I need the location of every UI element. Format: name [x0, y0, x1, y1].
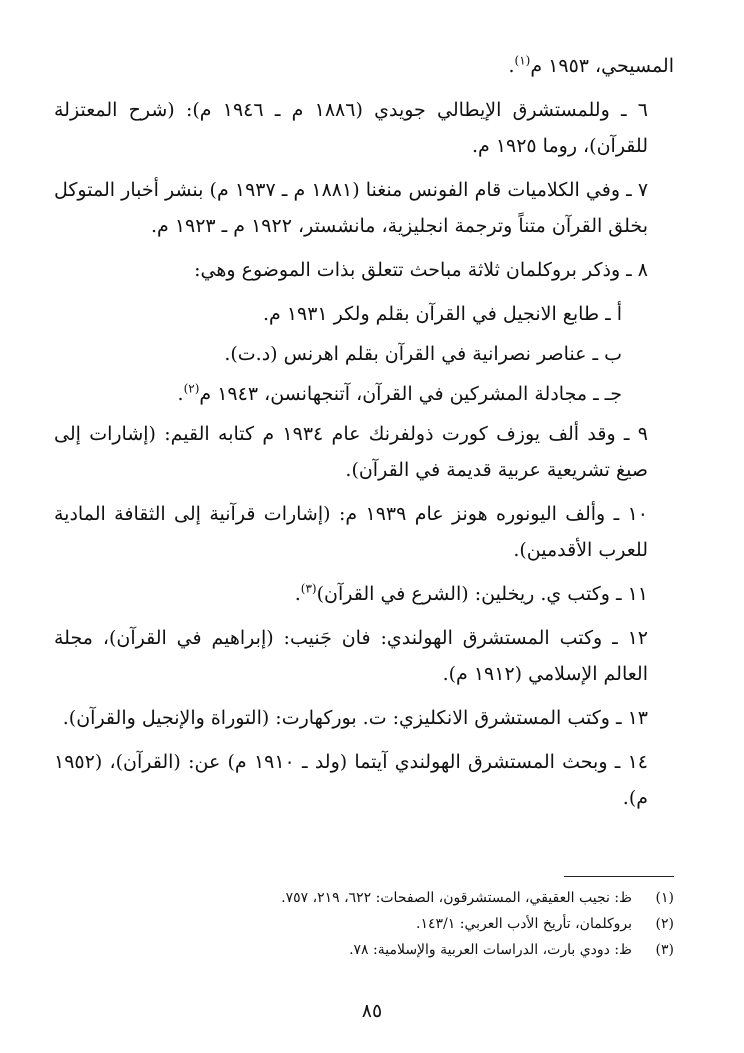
- footnote-text: ظ: دودي بارت، الدراسات العربية والإسلامية: ٧٨.: [349, 942, 632, 958]
- paragraph-item-8: ٨ ـ وذكر بروكلمان ثلاثة مباحث تتعلق بذات الموضوع وهي:: [194, 259, 648, 281]
- paragraph-item-11: [54, 576, 674, 612]
- sub-item-c: [54, 376, 674, 412]
- paragraph-continuation: [54, 48, 674, 84]
- sub-item-a: أ ـ طابع الانجيل في القرآن بقلم ولكر ١٩٣١ م.: [262, 303, 622, 325]
- footnote-number: (٣): [655, 942, 674, 958]
- paragraph-item-10: ١٠ ـ وألف اليونوره هونز عام ١٩٣٩ م: (إشارات قرآنية إلى الثقافة المادية للعرب الأقدمين).: [54, 503, 648, 561]
- footnote-ref[interactable]: (٢): [183, 381, 200, 396]
- footnote-3: [54, 937, 674, 963]
- paragraph-tail: .: [294, 583, 301, 605]
- footnote-text: ظ: نجيب العقيقي، المستشرقون، الصفحات: ٦٢٢، ٢١٩، ٧٥٧.: [281, 890, 632, 906]
- footnote-divider: [564, 876, 674, 877]
- footnote-number: (١): [655, 890, 674, 906]
- page-number: ٨٥: [361, 1000, 383, 1022]
- paragraph-tail: .: [508, 55, 515, 77]
- footnote-text: بروكلمان، تأريخ الأدب العربي: ١٤٣/١.: [416, 916, 632, 932]
- footnote-ref[interactable]: (٣): [300, 581, 317, 596]
- sub-item-b: ب ـ عناصر نصرانية في القرآن بقلم اهرنس (د.ت).: [224, 343, 622, 365]
- paragraph-item-14: ١٤ ـ وبحث المستشرق الهولندي آيتما (ولد ـ ١٩١٠ م) عن: (القرآن)، (١٩٥٢ م).: [54, 751, 648, 809]
- footnote-2: [54, 911, 674, 937]
- paragraph-item-9: ٩ ـ وقد ألف يوزف كورت ذولفرنك عام ١٩٣٤ م كتابه القيم: (إشارات إلى صيغ تشريعية عربية قديمة في القرآن).: [54, 423, 649, 481]
- paragraph-item-12: ١٢ ـ وكتب المستشرق الهولندي: فان جَنيب: (إبراهيم في القرآن)، مجلة العالم الإسلامي (١٩١٢ م).: [54, 627, 648, 685]
- paragraph-item-7: ٧ ـ وفي الكلاميات قام الفونس منغنا (١٨٨١ م ـ ١٩٣٧ م) بنشر أخبار المتوكل بخلق القرآن متناً وترجمة انجليزية، مانشستر، ١٩٢٢ م ـ ١٩٢٣ م.: [54, 179, 649, 237]
- footnotes: [54, 885, 674, 963]
- paragraph-text: جـ ـ مجادلة المشركين في القرآن، آتنجهانسن، ١٩٤٣ م: [199, 383, 622, 405]
- footnote-number: (٢): [655, 916, 674, 932]
- paragraph-item-6: ٦ ـ وللمستشرق الإيطالي جويدي (١٨٨٦ م ـ ١٩٤٦ م): (شرح المعتزلة للقرآن)، روما ١٩٢٥ م.: [54, 99, 649, 157]
- paragraph-item-13: ١٣ ـ وكتب المستشرق الانكليزي: ت. بوركهارت: (التوراة والإنجيل والقرآن).: [62, 707, 648, 729]
- paragraph-tail: .: [177, 383, 184, 405]
- paragraph-text: ١١ ـ وكتب ي. ريخلين: (الشرع في القرآن): [316, 583, 648, 605]
- footnote-1: [54, 885, 674, 911]
- main-text: [54, 48, 674, 824]
- paragraph-text: المسيحي، ١٩٥٣ م: [530, 55, 674, 77]
- footnote-ref[interactable]: (١): [514, 53, 531, 68]
